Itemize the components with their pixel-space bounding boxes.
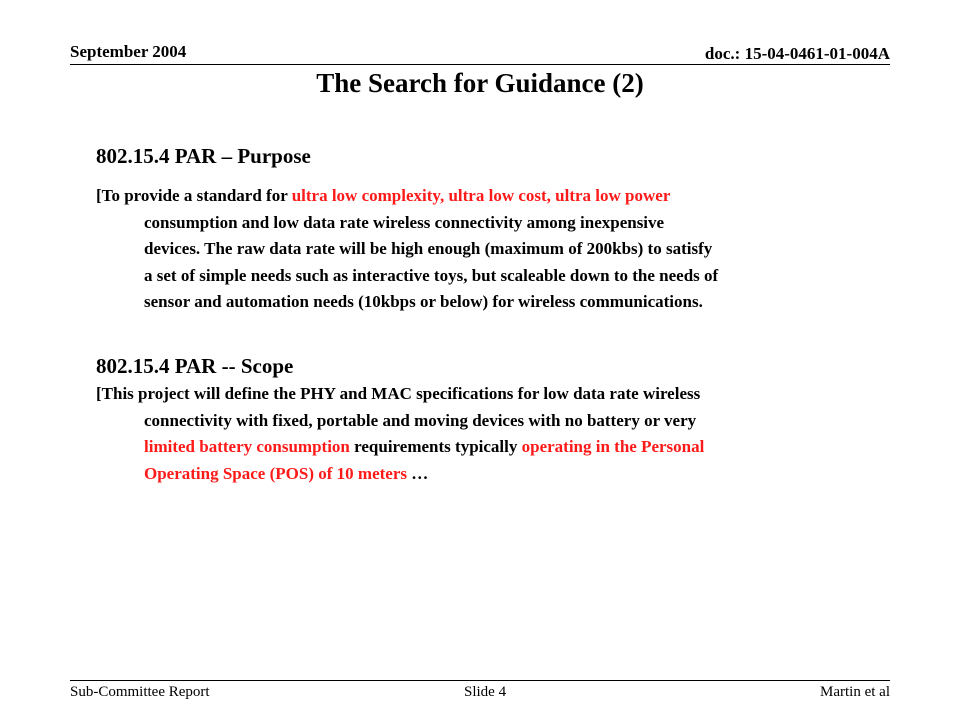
slide-number: Slide 4 xyxy=(464,684,507,700)
scope-highlight: limited battery consumption xyxy=(144,437,350,456)
purpose-text: [To provide a standard for xyxy=(96,186,292,205)
footer-left: Sub-Committee Report xyxy=(70,684,210,700)
scope-line: connectivity with fixed, portable and moving devices with no battery or very xyxy=(144,410,697,430)
header-doc-id: doc.: 15-04-0461-01-004A xyxy=(704,44,890,63)
scope-line: [This project will define the PHY and MAC specifications for low data rate wireless xyxy=(96,384,701,403)
scope-line xyxy=(96,434,886,461)
purpose-paragraph xyxy=(96,183,886,316)
purpose-line: a set of simple needs such as interactive toys, but scaleable down to the needs of xyxy=(144,265,719,285)
scope-ellipsis: … xyxy=(406,463,429,483)
purpose-highlight: ultra low complexity, ultra low cost, ultra low power xyxy=(291,186,671,205)
purpose-line: consumption and low data rate wireless connectivity among inexpensive xyxy=(144,212,665,232)
header-divider xyxy=(70,64,890,65)
scope-paragraph xyxy=(96,381,886,487)
scope-highlight: operating in the Personal xyxy=(521,437,705,456)
purpose-line xyxy=(96,183,886,210)
header-date: September 2004 xyxy=(70,42,187,61)
footer-author: Martin et al xyxy=(820,684,890,700)
slide-title: The Search for Guidance (2) xyxy=(316,68,644,98)
scope-heading: 802.15.4 PAR -- Scope xyxy=(96,354,294,378)
purpose-line: devices. The raw data rate will be high enough (maximum of 200kbs) to satisfy xyxy=(144,239,713,258)
purpose-heading: 802.15.4 PAR – Purpose xyxy=(96,144,311,168)
scope-line xyxy=(96,461,886,488)
footer-divider xyxy=(70,680,890,681)
scope-text: requirements typically xyxy=(349,437,522,456)
scope-highlight: Operating Space (POS) of 10 meters xyxy=(144,463,407,483)
purpose-line: sensor and automation needs (10kbps or below) for wireless communications. xyxy=(144,292,703,311)
